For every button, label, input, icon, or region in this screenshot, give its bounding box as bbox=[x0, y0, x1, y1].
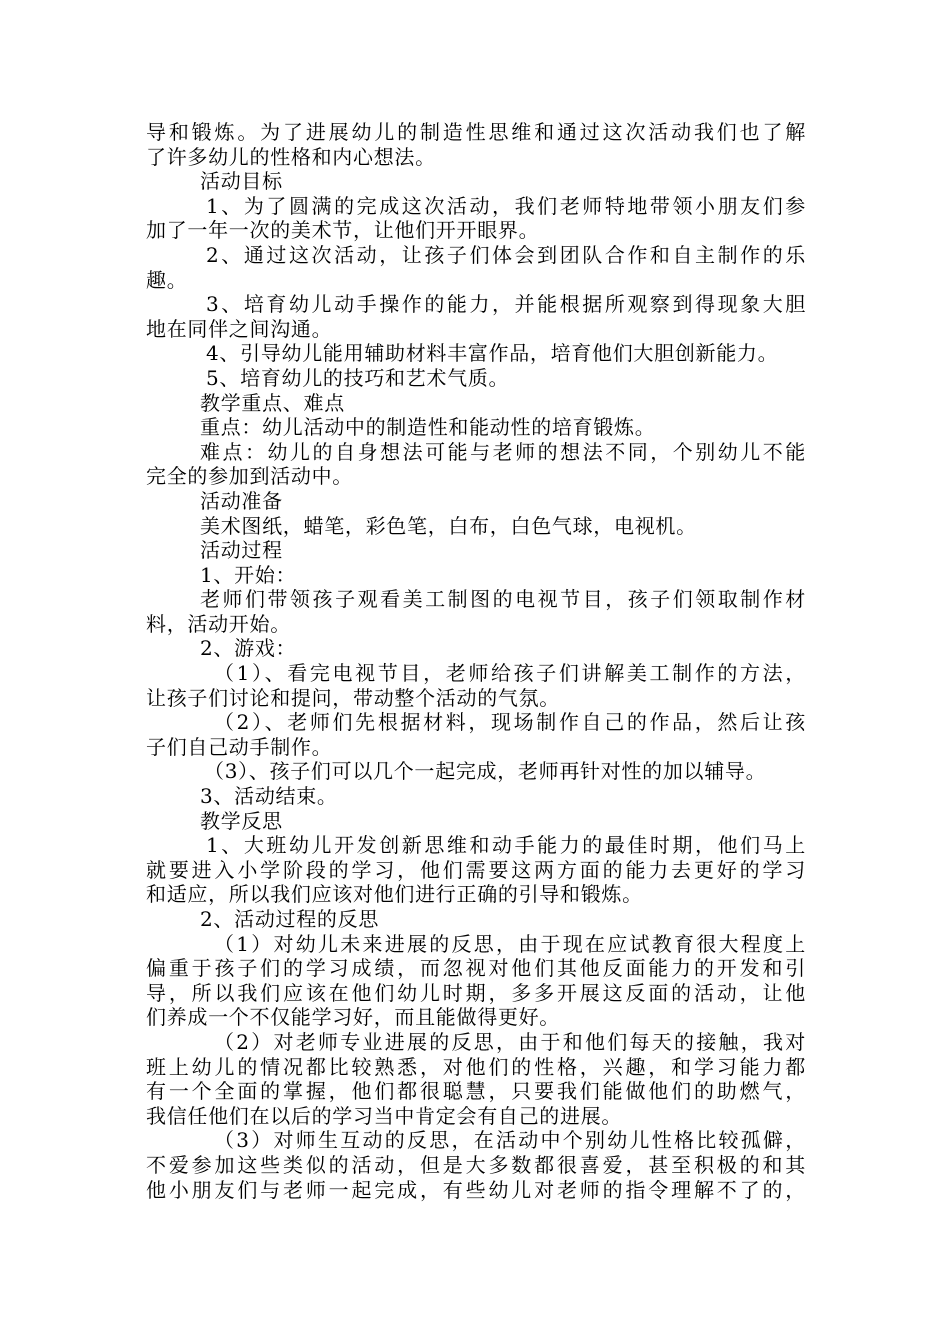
text-line: （2）对老师专业进展的反思，由于和他们每天的接触，我对 bbox=[214, 1029, 806, 1054]
section-heading: 教学反思 bbox=[200, 808, 283, 833]
text-line: 2、通过这次活动，让孩子们体会到团队合作和自主制作的乐 bbox=[206, 242, 806, 267]
text-line: 他小朋友们与老师一起完成，有些幼儿对老师的指令理解不了的， bbox=[146, 1177, 806, 1202]
section-heading: 活动准备 bbox=[200, 488, 283, 513]
text-line: 加了一年一次的美术节，让他们开开眼界。 bbox=[146, 218, 540, 243]
text-line: 子们自己动手制作。 bbox=[146, 734, 333, 759]
section-heading: 活动目标 bbox=[200, 169, 283, 194]
text-line: （2）、老师们先根据材料，现场制作自己的作品，然后让孩 bbox=[214, 710, 806, 735]
text-line: 了许多幼儿的性格和内心想法。 bbox=[146, 144, 436, 169]
text-line: 就要进入小学阶段的学习，他们需要这两方面的能力去更好的学习 bbox=[146, 857, 806, 882]
text-line: 料，活动开始。 bbox=[146, 611, 291, 636]
text-line: 偏重于孩子们的学习成绩，而忽视对他们其他反面能力的开发和引 bbox=[146, 956, 806, 981]
text-line: 5、培育幼儿的技巧和艺术气质。 bbox=[206, 365, 510, 390]
text-line: 1、大班幼儿开发创新思维和动手能力的最佳时期，他们马上 bbox=[206, 833, 806, 858]
text-line: 3、培育幼儿动手操作的能力，并能根据所观察到得现象大胆 bbox=[206, 292, 806, 317]
text-line: （3）对师生互动的反思，在活动中个别幼儿性格比较孤僻， bbox=[214, 1128, 806, 1153]
text-line: 班上幼儿的情况都比较熟悉，对他们的性格，兴趣，和学习能力都 bbox=[146, 1054, 806, 1079]
text-line: 3、活动结束。 bbox=[200, 784, 338, 809]
text-line: 让孩子们讨论和提问，带动整个活动的气氛。 bbox=[146, 685, 560, 710]
text-line: 有一个全面的掌握，他们都很聪慧，只要我们能做他们的助燃气， bbox=[146, 1079, 806, 1104]
text-line: 趣。 bbox=[146, 267, 188, 292]
text-line: 2、游戏： bbox=[200, 636, 297, 661]
text-line: 重点：幼儿活动中的制造性和能动性的培育锻炼。 bbox=[200, 415, 656, 440]
text-line: 完全的参加到活动中。 bbox=[146, 464, 353, 489]
section-heading: 活动过程 bbox=[200, 538, 283, 563]
text-line: 导，所以我们应该在他们幼儿时期，多多开展这反面的活动，让他 bbox=[146, 980, 806, 1005]
text-line: 2、活动过程的反思 bbox=[200, 907, 380, 931]
text-line: 和适应，所以我们应该对他们进行正确的引导和锻炼。 bbox=[146, 882, 643, 907]
text-line: 导和锻炼。为了进展幼儿的制造性思维和通过这次活动我们也了解 bbox=[146, 120, 806, 144]
text-line: 1、开始： bbox=[200, 562, 297, 587]
text-line: （1）对幼儿未来进展的反思，由于现在应试教育很大程度上 bbox=[214, 931, 806, 956]
text-line: 不爱参加这些类似的活动，但是大多数都很喜爱，甚至积极的和其 bbox=[146, 1152, 806, 1177]
text-line: 老师们带领孩子观看美工制图的电视节目，孩子们领取制作材 bbox=[200, 587, 806, 612]
text-line: 地在同伴之间沟通。 bbox=[146, 316, 333, 341]
text-line: 难点：幼儿的自身想法可能与老师的想法不同，个别幼儿不能 bbox=[200, 439, 806, 464]
document-body bbox=[146, 120, 806, 1202]
text-line: 们养成一个不仅能学习好，而且能做得更好。 bbox=[146, 1005, 560, 1030]
text-line: 1、为了圆满的完成这次活动，我们老师特地带领小朋友们参 bbox=[206, 193, 806, 218]
text-line: 美术图纸，蜡笔，彩色笔，白布，白色气球，电视机。 bbox=[200, 513, 697, 538]
text-line: （1）、看完电视节目，老师给孩子们讲解美工制作的方法， bbox=[214, 661, 806, 686]
section-heading: 教学重点、难点 bbox=[200, 390, 345, 415]
text-line: 我信任他们在以后的学习当中肯定会有自己的进展。 bbox=[146, 1103, 623, 1128]
text-line: 4、引导幼儿能用辅助材料丰富作品，培育他们大胆创新能力。 bbox=[206, 341, 779, 366]
text-line: （3）、孩子们可以几个一起完成，老师再针对性的加以辅导。 bbox=[204, 759, 767, 784]
